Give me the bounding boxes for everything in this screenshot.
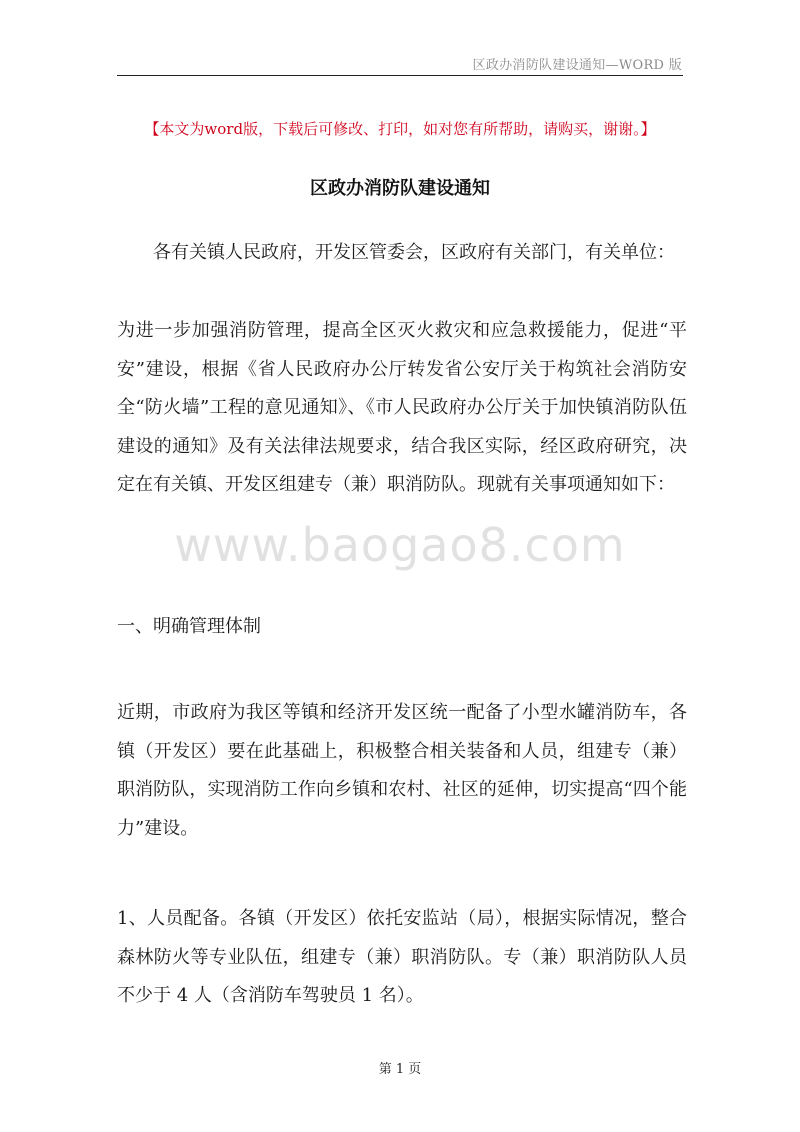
salutation: 各有关镇人民政府，开发区管委会，区政府有关部门，有关单位： xyxy=(153,242,675,263)
running-header: 区政办消防队建设通知—WORD 版 xyxy=(472,58,682,73)
document-title: 区政办消防队建设通知 xyxy=(310,178,490,199)
paragraph-staffing: 1、人员配备。各镇（开发区）依托安监站（局），根据实际情况，整合森林防火等专业队伍，组建专（兼）职消防队。专（兼）职消防队人员不少于 4 人（含消防车驾驶员 1 名）。 xyxy=(117,908,687,1006)
watermark: www.baogao8.com xyxy=(174,518,626,572)
paragraph-body: 近期，市政府为我区等镇和经济开发区统一配备了小型水罐消防车，各镇（开发区）要在此基础上，积极整合相关装备和人员，组建专（兼）职消防队，实现消防工作向乡镇和农村、社区的延伸，切实提高“四个能力”建设。 xyxy=(117,702,687,839)
header-divider xyxy=(117,75,683,76)
section-heading: 一、明确管理体制 xyxy=(117,616,261,637)
page-number: 第 1 页 xyxy=(378,1062,422,1077)
paragraph-intro: 为进一步加强消防管理，提高全区灭火救灾和应急救援能力，促进“平安”建设，根据《省人民政府办公厅转发省公安厅关于构筑社会消防安全“防火墙”工程的意见通知》、《市人民政府办公厅关于加快镇消防队伍建设的通知》及有关法律法规要求，结合我区实际，经区政府研究，决定在有关镇、开发区组建专（兼）职消防队。现就有关事项通知如下： xyxy=(117,320,687,495)
purchase-notice: 【本文为word版，下载后可修改、打印，如对您有所帮助，请购买，谢谢。】 xyxy=(144,120,656,138)
